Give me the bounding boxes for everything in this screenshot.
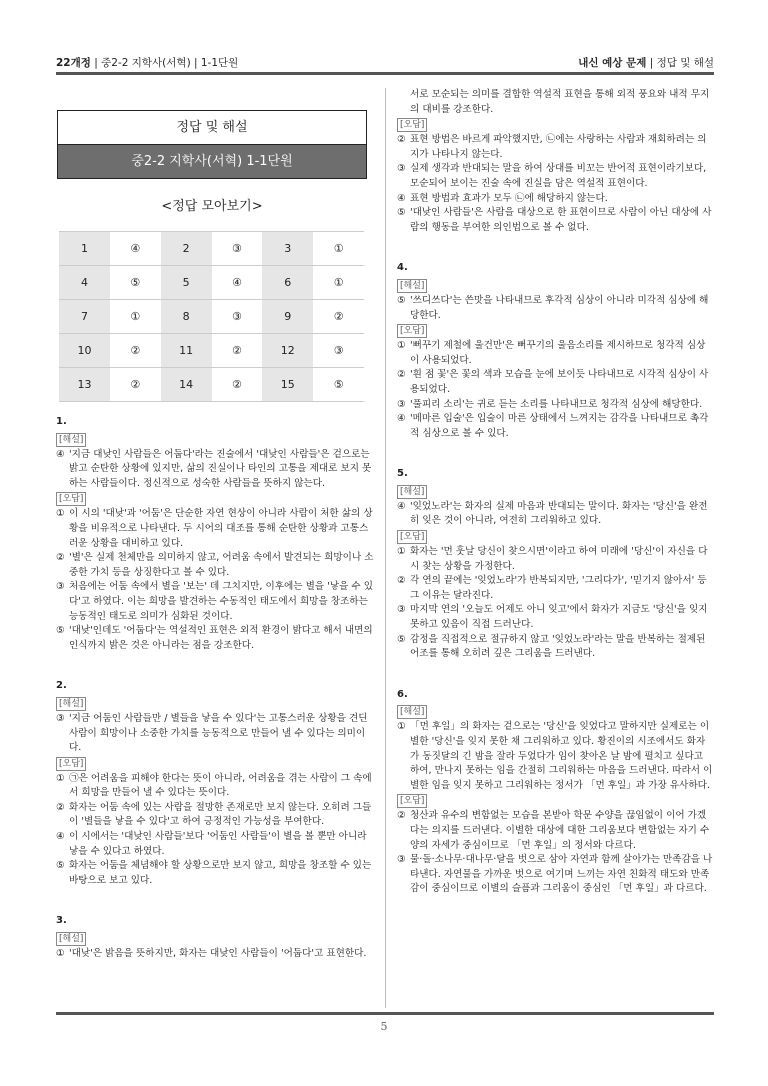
option-text: 실제 생각과 반대되는 말을 하여 상대를 비꼬는 반어적 표현이라기보다, 모순되어 보이는 진술 속에 진실을 담은 역설적 표현이다. bbox=[410, 163, 707, 189]
option-item bbox=[56, 801, 374, 830]
page-subtitle: 중2-2 지학사(서혁) 1-1단원 bbox=[57, 145, 367, 179]
answer-row bbox=[59, 232, 364, 266]
question-number: 1. bbox=[56, 416, 67, 427]
option-mark: ⑤ bbox=[56, 625, 65, 637]
explanation-tag: [해설] bbox=[56, 932, 86, 946]
explanation bbox=[397, 294, 714, 323]
wrong-answer-tag: [오답] bbox=[56, 492, 86, 506]
page-number: 5 bbox=[380, 1020, 388, 1033]
option-item bbox=[397, 398, 714, 413]
option-mark: ③ bbox=[397, 854, 406, 866]
question-number: 2. bbox=[56, 680, 67, 692]
option-item bbox=[397, 809, 714, 853]
question-number: 4. bbox=[397, 262, 408, 274]
answer-mark: ⑤ bbox=[397, 294, 406, 306]
answer-mark: ④ bbox=[397, 500, 406, 512]
answer-cell: ① bbox=[313, 266, 364, 300]
answer-table bbox=[59, 231, 364, 402]
option-item bbox=[56, 830, 374, 859]
explanation-tag: [해설] bbox=[397, 705, 427, 719]
option-text: '뻐꾸기 제철에 울건만'은 뻐꾸기의 울음소리를 제시하므로 청각적 심상이 사용되었다. bbox=[410, 340, 706, 366]
option-text: 표현 방법은 바르게 파악했지만, ㉡에는 사랑하는 사람과 재회하려는 의지가 나타나지 않는다. bbox=[410, 134, 707, 160]
option-text: '풀피리 소리'는 귀로 듣는 소리를 나타내므로 청각적 심상에 해당한다. bbox=[410, 398, 703, 410]
option-item bbox=[56, 772, 374, 801]
explanation-tag: [해설] bbox=[56, 697, 86, 711]
option-item bbox=[56, 859, 374, 888]
option-mark: ② bbox=[56, 552, 65, 564]
option-list bbox=[56, 507, 374, 653]
option-text: 이 시의 '대낮'과 '어둠'은 단순한 자연 현상이 아니라 사람이 처한 삶의 상황을 비유적으로 나타낸다. 두 시어의 대조를 통해 순탄한 상황과 고통스러운 상황을 대비하고 있다. bbox=[69, 508, 373, 549]
option-text: 청산과 유수의 변함없는 모습을 본받아 학문 수양을 끊임없이 이어 가겠다는 의지를 드러낸다. 이별한 대상에 대한 그리움보다 변함없는 자기 수양의 자세가 중심이므로 「먼 후일」의 정서와 다르다. bbox=[410, 810, 710, 851]
option-item bbox=[56, 580, 374, 624]
explanation-text: 「먼 후일」의 화자는 겉으로는 '당신'을 잊었다고 말하지만 실제로는 이별한 '당신'을 잊지 못한 채 그리워하고 있다. 황진이의 시조에서도 화자가 동짓달의 긴 밤을 잘라 두었다가 임이 찾아온 날 밤에 펼치고 싶다고 하여, 만나지 못하는 임을 간절히 그리워하는 마음을 드러낸다. 따라서 이별한 임을 잊지 못하고 그리워하는 정서가 「먼 후일」과 가장 유사하다. bbox=[410, 721, 713, 791]
explanation bbox=[397, 720, 714, 793]
option-mark: ⑤ bbox=[56, 860, 65, 872]
option-mark: ② bbox=[397, 810, 406, 822]
option-item bbox=[397, 368, 714, 397]
option-item bbox=[397, 192, 714, 207]
option-mark: ④ bbox=[56, 831, 65, 843]
option-mark: ③ bbox=[397, 604, 406, 616]
question-number: 5. bbox=[397, 468, 408, 480]
option-mark: ② bbox=[397, 134, 406, 146]
answer-row bbox=[59, 368, 364, 402]
question-number-cell: 3 bbox=[262, 232, 313, 266]
option-text: '메마른 입술'은 입술이 마른 상태에서 느껴지는 감각을 나타내므로 촉각적 심상으로 볼 수 있다. bbox=[410, 413, 709, 439]
option-item bbox=[397, 633, 714, 662]
answer-cell: ② bbox=[313, 300, 364, 334]
option-text: 감정을 직접적으로 절규하지 않고 '잊었노라'라는 말을 반복하는 절제된 어조를 통해 오히려 깊은 그리움을 드러낸다. bbox=[410, 633, 706, 660]
question-number-cell: 13 bbox=[59, 368, 110, 402]
option-item bbox=[397, 206, 714, 235]
option-text: ㉠은 어려움을 피해야 한다는 뜻이 아니라, 어려움을 겪는 사람이 그 속에서 희망을 만들어 낼 수 있다는 뜻이다. bbox=[69, 772, 372, 799]
explanation-tag: [해설] bbox=[56, 433, 86, 447]
answer-cell: ③ bbox=[313, 334, 364, 368]
question-number: 6. bbox=[397, 688, 408, 700]
option-mark: ② bbox=[397, 575, 406, 587]
option-mark: ④ bbox=[397, 192, 406, 204]
header-course: | 중2-2 지학사(서혁) | 1-1단원 bbox=[94, 57, 239, 69]
page-title: 정답 및 해설 bbox=[57, 110, 367, 145]
footer-rule bbox=[56, 1012, 714, 1015]
option-text: 이 시에서는 '대낮인 사람들'보다 '어둠인 사람들'이 별을 볼 뿐만 아니라 낳을 수 있다고 하였다. bbox=[69, 831, 367, 857]
explanation-text: '쓰디쓰다'는 쓴맛을 나타내므로 후각적 심상이 아니라 미각적 심상에 해당한다. bbox=[410, 294, 709, 321]
option-list bbox=[397, 133, 714, 235]
header-right bbox=[578, 55, 714, 70]
answer-cell: ⑤ bbox=[110, 266, 161, 300]
explanation bbox=[56, 947, 374, 962]
option-mark: ④ bbox=[397, 413, 406, 425]
column-divider bbox=[385, 88, 386, 1008]
wrong-answer-tag: [오답] bbox=[397, 324, 427, 338]
question-number-cell: 12 bbox=[262, 334, 313, 368]
option-item bbox=[56, 624, 374, 653]
summary-title: <정답 모아보기> bbox=[161, 199, 263, 214]
explanation-continued: 서로 모순되는 의미를 결합한 역설적 표현을 통해 외적 풍요와 내적 무지의 대비를 강조한다. bbox=[410, 89, 710, 115]
option-text: 표현 방법과 효과가 모두 ㉡에 해당하지 않는다. bbox=[410, 192, 608, 204]
answer-cell: ④ bbox=[110, 232, 161, 266]
answer-mark: ③ bbox=[56, 712, 65, 724]
option-mark: ② bbox=[397, 369, 406, 381]
question-number-cell: 5 bbox=[161, 266, 212, 300]
option-text: '대낮'인데도 '어둡다'는 역설적인 표현은 외적 환경이 밝다고 해서 내면의 인식까지 밝은 것은 아니라는 점을 강조한다. bbox=[69, 625, 373, 651]
option-mark: ① bbox=[56, 772, 65, 784]
left-column bbox=[56, 415, 374, 962]
answer-cell: ⑤ bbox=[313, 368, 364, 402]
option-mark: ① bbox=[397, 340, 406, 352]
option-item bbox=[397, 412, 714, 441]
option-item bbox=[397, 545, 714, 574]
page-header bbox=[56, 52, 714, 72]
header-section: 내신 예상 문제 bbox=[578, 57, 647, 69]
header-edition: 22개정 bbox=[56, 57, 91, 69]
question-number-cell: 14 bbox=[161, 368, 212, 402]
option-mark: ③ bbox=[397, 163, 406, 175]
explanation-text: '대낮'은 밝음을 뜻하지만, 화자는 대낮인 사람들이 '어둡다'고 표현한다. bbox=[69, 948, 367, 960]
option-mark: ② bbox=[56, 801, 65, 813]
answer-row bbox=[59, 300, 364, 334]
question-number-cell: 11 bbox=[161, 334, 212, 368]
answer-cell: ① bbox=[313, 232, 364, 266]
answer-row bbox=[59, 266, 364, 300]
answer-cell: ② bbox=[110, 334, 161, 368]
question-number: 3. bbox=[56, 915, 67, 927]
question-number-cell: 8 bbox=[161, 300, 212, 334]
wrong-answer-tag: [오답] bbox=[397, 530, 427, 544]
title-box bbox=[57, 110, 367, 179]
answer-cell: ③ bbox=[212, 300, 263, 334]
option-text: '흰 점 꽃'은 꽃의 색과 모습을 눈에 보이듯 나타내므로 시각적 심상이 사용되었다. bbox=[410, 369, 709, 395]
explanation bbox=[56, 448, 374, 492]
question-number-cell: 1 bbox=[59, 232, 110, 266]
answer-row bbox=[59, 334, 364, 368]
question-number-cell: 9 bbox=[262, 300, 313, 334]
option-list bbox=[56, 772, 374, 889]
option-text: '별'은 실제 천체만을 의미하지 않고, 어려움 속에서 발견되는 희망이나 소중한 가치 등을 상징한다고 볼 수 있다. bbox=[69, 552, 374, 578]
explanation-text: '지금 대낮인 사람들은 어둡다'라는 진술에서 '대낮인 사람들'은 겉으로는 밝고 순탄한 상황에 있지만, 삶의 진실이나 타인의 고통을 제대로 보지 못하는 사람들이다. 정신적으로 성숙한 사람들을 뜻하지 않는다. bbox=[69, 448, 372, 489]
option-item bbox=[56, 551, 374, 580]
question-number-cell: 4 bbox=[59, 266, 110, 300]
option-text: '대낮인 사람들'은 사람을 대상으로 한 표현이므로 사람이 아닌 대상에 사람의 행동을 부여한 의인법으로 볼 수 없다. bbox=[410, 207, 712, 233]
answer-cell: ② bbox=[110, 368, 161, 402]
header-left bbox=[56, 55, 238, 70]
answer-cell: ① bbox=[110, 300, 161, 334]
option-item bbox=[397, 603, 714, 632]
option-text: 처음에는 어둠 속에서 별을 '보는' 데 그치지만, 이후에는 별을 '낳을 수 있다'고 하였다. 이는 희망을 발견하는 수동적인 태도에서 희망을 창조하는 능동적인 태도로 의미가 심화된 것이다. bbox=[69, 581, 373, 622]
explanation-tag: [해설] bbox=[397, 485, 427, 499]
explanation bbox=[397, 500, 714, 529]
option-mark: ⑤ bbox=[397, 207, 406, 219]
answer-mark: ① bbox=[397, 721, 406, 733]
wrong-answer-tag: [오답] bbox=[56, 757, 86, 771]
answer-cell: ③ bbox=[212, 232, 263, 266]
option-text: 마지막 연의 '오늘도 어제도 아니 잊고'에서 화자가 지금도 '당신'을 잊지 못하고 있음이 직접 드러난다. bbox=[410, 604, 708, 631]
option-list bbox=[397, 545, 714, 662]
question-number-cell: 6 bbox=[262, 266, 313, 300]
question-number-cell: 10 bbox=[59, 334, 110, 368]
option-mark: ⑤ bbox=[397, 633, 406, 645]
option-mark: ③ bbox=[397, 398, 406, 410]
question-number-cell: 7 bbox=[59, 300, 110, 334]
right-column bbox=[397, 88, 714, 897]
option-mark: ① bbox=[397, 546, 406, 558]
option-item bbox=[397, 133, 714, 162]
option-text: 화자는 어둠을 체념해야 할 상황으로만 보지 않고, 희망을 창조할 수 있는 바탕으로 보고 있다. bbox=[69, 860, 372, 886]
explanation-text: '잊었노라'는 화자의 실제 마음과 반대되는 말이다. 화자는 '당신'을 완전히 잊은 것이 아니라, 여전히 그리워하고 있다. bbox=[410, 500, 708, 527]
explanation bbox=[56, 712, 374, 756]
option-list bbox=[397, 809, 714, 897]
answer-cell: ④ bbox=[212, 266, 263, 300]
explanation-tag: [해설] bbox=[397, 279, 427, 293]
option-mark: ① bbox=[56, 508, 65, 520]
option-text: 화자는 '먼 훗날 당신이 찾으시면'이라고 하여 미래에 '당신'이 자신을 다시 찾는 상황을 가정한다. bbox=[410, 546, 708, 572]
answer-cell: ② bbox=[212, 334, 263, 368]
option-text: 물·돌·소나무·대나무·달을 벗으로 삼아 자연과 함께 살아가는 만족감을 나타낸다. 자연물을 가까운 벗으로 여기며 느끼는 자연 친화적 태도와 만족감이 중심이므로 이별의 슬픔과 그리움이 중심인 「먼 후일」과 다르다. bbox=[410, 854, 713, 895]
wrong-answer-tag: [오답] bbox=[397, 118, 427, 132]
question-number-cell: 15 bbox=[262, 368, 313, 402]
option-mark: ③ bbox=[56, 581, 65, 593]
option-list bbox=[397, 339, 714, 441]
header-subsection: | 정답 및 해설 bbox=[649, 57, 714, 69]
answer-cell: ② bbox=[212, 368, 263, 402]
wrong-answer-tag: [오답] bbox=[397, 794, 427, 808]
option-item bbox=[56, 507, 374, 551]
answer-mark: ④ bbox=[56, 448, 65, 460]
option-item bbox=[397, 162, 714, 191]
answer-mark: ① bbox=[56, 948, 65, 960]
question-number-cell: 2 bbox=[161, 232, 212, 266]
option-item bbox=[397, 853, 714, 897]
header-rule bbox=[56, 72, 714, 75]
explanation-text: '지금 어둠인 사람들만 / 별들을 낳을 수 있다'는 고통스러운 상황을 견딘 사람이 희망이나 소중한 가치를 능동적으로 만들어 낼 수 있다는 의미이다. bbox=[69, 712, 368, 754]
option-text: 화자는 어둠 속에 있는 사람을 절망한 존재로만 보지 않는다. 오히려 그들이 '별들을 낳을 수 있다'고 하여 긍정적인 가능성을 부여한다. bbox=[69, 801, 372, 828]
option-text: 각 연의 끝에는 '잊었노라'가 반복되지만, '그리다가', '믿기지 않아서' 등 그 이유는 달라진다. bbox=[410, 575, 707, 601]
option-item bbox=[397, 339, 714, 368]
option-item bbox=[397, 574, 714, 603]
